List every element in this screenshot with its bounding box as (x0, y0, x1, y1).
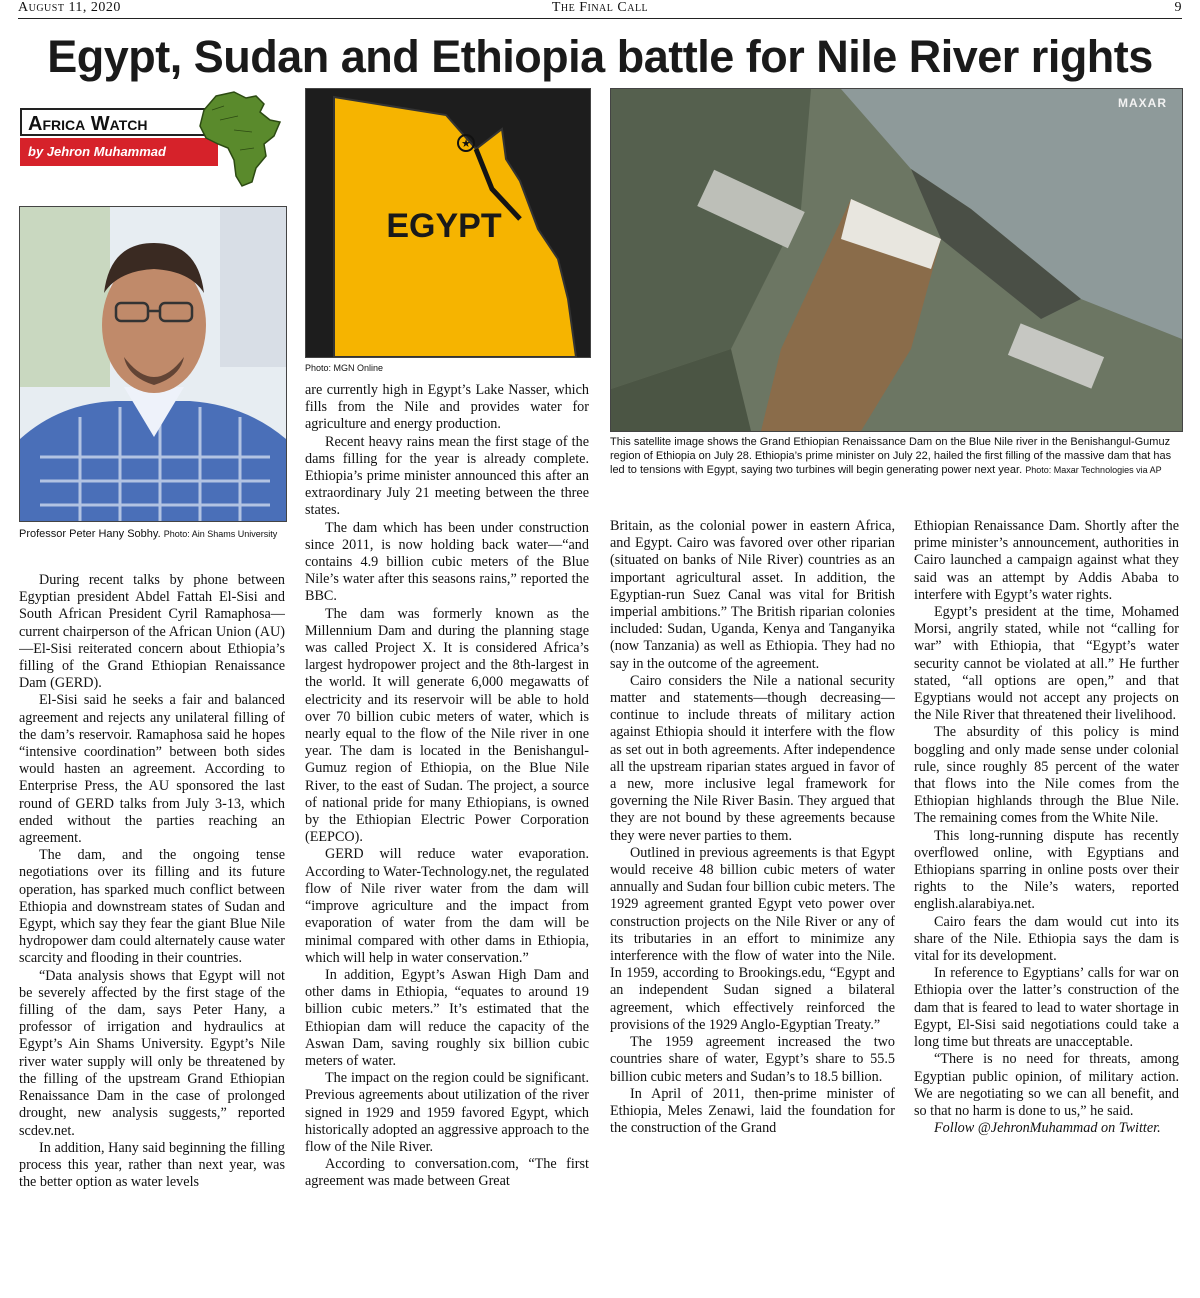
africa-map-icon (194, 90, 284, 190)
paragraph: “Data analysis shows that Egypt will not be severely affected by the first stage of the filling of the dam, says Peter Hany, a professor of irrigation and hydraulics at Egypt’s Ain Shams University. Egypt’s Nile river water supply will only be threatened by the filling of the upstream Grand Ethiopian Renaissance Dam in the case of prolonged drought, new analysis suggests,” reported scdev.net. (19, 967, 285, 1139)
paragraph: In addition, Egypt’s Aswan High Dam and other dams in Ethiopia, “equates to around 19 billion cubic meters.” It’s estimated that the Ethiopian dam will reduce the capacity of the Aswan Dam, saving roughly six billion cubic meters of water. (305, 966, 589, 1069)
maxar-watermark: MAXAR (1118, 96, 1167, 110)
paragraph: The 1959 agreement increased the two countries share of water, Egypt’s share to 55.5 billion cubic meters and Sudan’s to 18.5 billion. (610, 1034, 895, 1085)
satellite-credit: Photo: Maxar Technologies via AP (1025, 465, 1162, 475)
map-label: EGYPT (386, 207, 502, 245)
paragraph: Recent heavy rains mean the first stage of the dams filling for the year is already complete. Ethiopia’s prime minister announced this after an extraordinary July 21 meeting between the three states. (305, 433, 589, 519)
portrait-credit: Photo: Ain Shams University (163, 529, 278, 539)
satellite-caption (610, 435, 1181, 477)
article-column-3 (610, 518, 895, 1294)
author-signoff: Follow @JehronMuhammad on Twitter. (934, 1120, 1161, 1137)
paragraph: Egypt’s president at the time, Mohamed Morsi, angrily stated, while not “calling for war” with Ethiopia, that “Egypt’s water security cannot be violated at all.” He further stated, “all options are open,” and that Egyptians would not accept any projects on the Nile River that threatened their livelihood. (914, 604, 1179, 724)
newspaper-name: The Final Call (551, 0, 649, 15)
paragraph: This long-running dispute has recently overflowed online, with Egyptians and Ethiopians sparring in online posts over their rights to the Nile’s waters, reported english.alarabiya.net. (914, 827, 1179, 913)
issue-date: August 11, 2020 (18, 0, 121, 15)
paragraph: According to conversation.com, “The first agreement was made between Great (305, 1156, 589, 1190)
running-header (18, 0, 1182, 19)
paragraph: The absurdity of this policy is mind boggling and only made sense under colonial rule, since roughly 85 percent of the water that flows into the Nile comes from the Ethiopian highlands through the Blue Nile. The remaining comes from the White Nile. (914, 724, 1179, 827)
paragraph: The impact on the region could be significant. Previous agreements about utilization of the river signed in 1929 and 1959 favored Egypt, which historically adopted an aggressive approach to the flow of the Nile River. (305, 1070, 589, 1155)
paragraph: The dam, and the ongoing tense negotiations over its filling and its future operation, has sparked much conflict between Ethiopia and downstream states of Sudan and Egypt, which say they fear the giant Blue Nile hydropower dam could alternately cause water scarcity and flooding in their countries. (19, 847, 285, 967)
column-logo-title: Africa Watch (20, 108, 218, 136)
headline: Egypt, Sudan and Ethiopia battle for Nile River rights (47, 31, 1153, 82)
egypt-map-image (305, 88, 591, 358)
paragraph: are currently high in Egypt’s Lake Nasser, which fills from the Nile and provides water for agriculture and energy production. (305, 382, 589, 433)
paragraph: In addition, Hany said beginning the filling process this year, rather than next year, was the better option as water levels (19, 1139, 285, 1191)
article-column-2 (305, 382, 589, 1294)
portrait-caption (19, 527, 287, 541)
satellite-image (610, 88, 1183, 432)
page-number: 9 (1174, 0, 1182, 15)
satellite-caption-text: This satellite image shows the Grand Ethiopian Renaissance Dam on the Blue Nile river in the Benishangul-Gumuz region of Ethiopia on July 28. Ethiopia’s prime minister on July 22, hailed the first filling of the massive dam that has led to tensions with Egypt, saying two turbines will begin generating power next year. (610, 436, 1172, 476)
satellite-illustration (611, 89, 1182, 431)
portrait-illustration (20, 207, 286, 521)
svg-text:★: ★ (461, 137, 471, 150)
paragraph: El-Sisi said he seeks a fair and balanced agreement and rejects any unilateral filling of the dam’s reservoir. Ramaphosa said he hopes “intensive coordination” between both sides would hasten an agreement. According to Enterprise Press, the AU sponsored the last round of GERD talks from July 3-13, which ended without the parties reaching an agreement. (19, 692, 285, 847)
paragraph: During recent talks by phone between Egyptian president Abdel Fattah El-Sisi and South African President Cyril Ramaphosa—current chairperson of the African Union (AU)—El-Sisi reiterated concern about Ethiopia’s filling of the Grand Ethiopian Renaissance Dam (GERD). (19, 572, 285, 692)
paragraph: Cairo considers the Nile a national security matter and statements—though decreasing—continue to include threats of military action against Ethiopia should it interfere with the flow as set out in both agreements. After independence all the upstream riparian states argued in favor of a new, more inclusive legal framework for governing the Nile River Basin. They argued that they are not bound by these agreements because they were never parties to them. (610, 672, 895, 844)
article-column-1 (19, 572, 285, 1294)
paragraph: In April of 2011, then-prime minister of Ethiopia, Meles Zenawi, laid the foundation for the construction of the Grand (610, 1085, 895, 1137)
paragraph: The dam was formerly known as the Millennium Dam and during the planning stage was called Project X. It is considered Africa’s largest hydropower project and the 8th-largest in the world. It will generate 6,000 megawatts of electricity and its reservoir will be able to hold over 70 billion cubic meters of water, which is nearly equal to the flow of the Nile river in one year. The dam is located in the Benishangul-Gumuz region of Ethiopia, on the Blue Nile River, to the east of Sudan. The project, a source of national pride for many Ethiopians, is owned by the Ethiopian Electric Power Corporation (EEPCO). (305, 605, 589, 846)
portrait-photo (19, 206, 287, 522)
paragraph: In reference to Egyptians’ calls for war on Ethiopia over the latter’s construction of the dam that is feared to lead to water shortage in Egypt, El-Sisi said negotiations could take a long time but threats are unacceptable. (914, 965, 1179, 1051)
column-byline: by Jehron Muhammad (20, 138, 218, 166)
portrait-caption-text: Professor Peter Hany Sobhy. (19, 528, 161, 540)
paragraph: Britain, as the colonial power in eastern Africa, and Egypt. Cairo was favored over other riparian (situated on banks of Nile River) countries as an important agricultural asset. In addition, the Egyptian-run Suez Canal was vital for British imperial ambitions.” The British riparian colonies included: Sudan, Uganda, Kenya and Tanganyika (now Tanzania) as well as Ethiopia. They had no say in the outcome of the agreement. (610, 518, 895, 672)
paragraph: The dam which has been under construction since 2011, is now holding back water—“and contains 4.9 billion cubic meters of the Blue Nile’s water after this seasons rains,” reported the BBC. (305, 519, 589, 605)
map-credit: Photo: MGN Online (305, 363, 384, 373)
paragraph: GERD will reduce water evaporation. According to Water-Technology.net, the regulated flow of Nile river water from the dam will “improve agriculture and the impact from evaporation of water from the dam will be minimal compared with other dams in Ethiopia, which will help in water conservation.” (305, 846, 589, 966)
article-column-4 (914, 518, 1179, 1294)
column-logo (20, 90, 284, 186)
egypt-map-illustration (306, 89, 590, 357)
paragraph: Ethiopian Renaissance Dam. Shortly after the prime minister’s announcement, authorities in Cairo launched a campaign against what they said was an attempt by Addis Ababa to interfere with Egypt’s water rights. (914, 518, 1179, 603)
paragraph: Cairo fears the dam would cut into its share of the Nile. Ethiopia says the dam is vital for its development. (914, 913, 1179, 965)
paragraph: Outlined in previous agreements is that Egypt would receive 48 billion cubic meters of water annually and Sudan four billion cubic meters. The 1929 agreement granted Egypt veto power over construction projects on the Nile River or any of its tributaries in an effort to minimize any interference with the flow of water into the Nile. In 1959, according to Brookings.edu, “Egypt and an independent Sudan signed a bilateral agreement, which effectively reinforced the provisions of the 1929 Anglo-Egyptian Treaty.” (610, 844, 895, 1033)
paragraph: “There is no need for threats, among Egyptian public opinion, of military action. We are negotiating so we can all benefit, and so that no harm is done to us,” he said. (914, 1051, 1179, 1119)
